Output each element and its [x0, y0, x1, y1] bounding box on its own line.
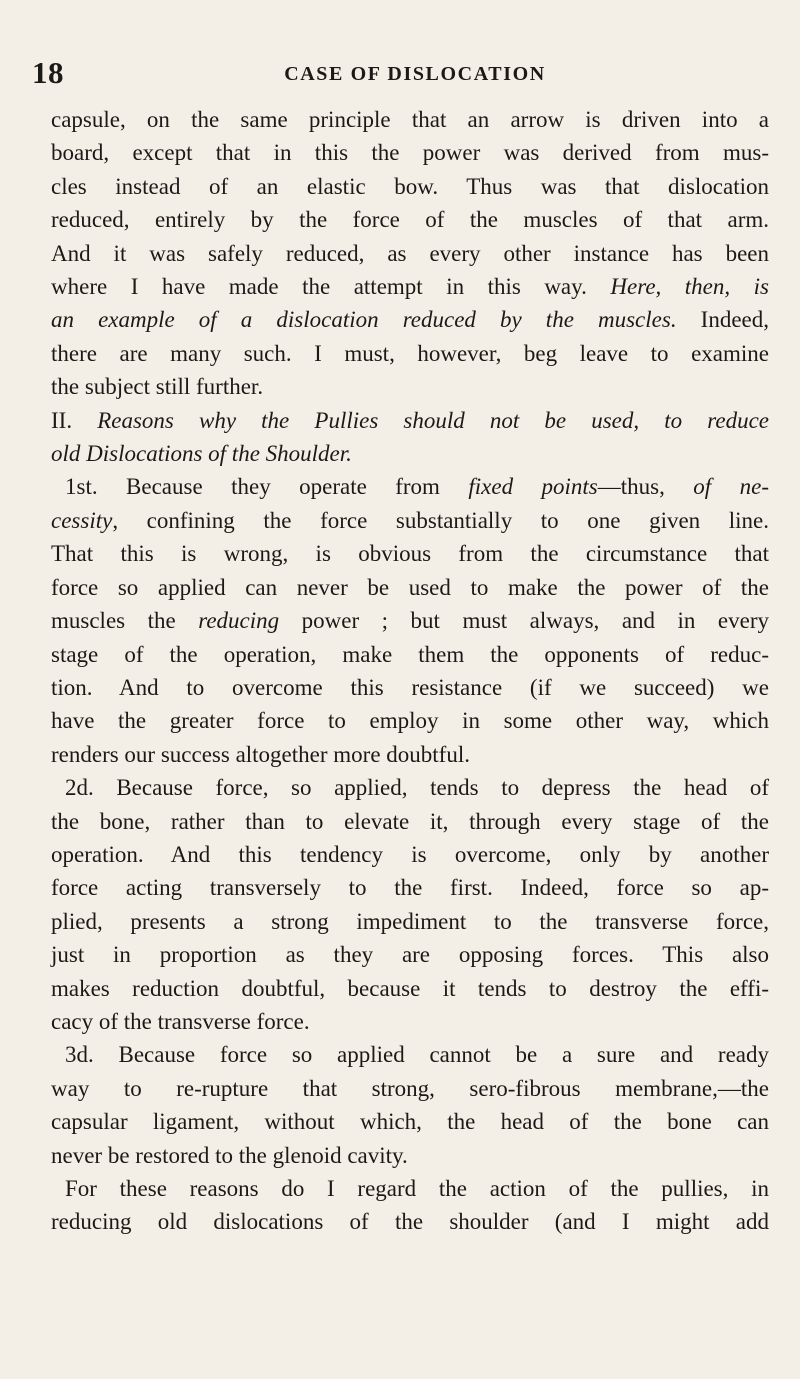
text-line: renders our success altogether more doubtful. — [51, 741, 470, 767]
section-heading — [51, 404, 769, 471]
text-line: And it was safely reduced, as every other instance has been — [51, 240, 769, 266]
paragraph-1 — [51, 103, 769, 404]
text-segment: where I have made the attempt in this way. — [51, 274, 611, 300]
running-head: CASE OF DISLOCATION — [284, 63, 546, 85]
text-line: board, except that in this the power was derived from mus- — [51, 140, 769, 166]
text-line: reducing old dislocations of the shoulder (and I might add — [51, 1209, 769, 1235]
text-line: plied, presents a strong impediment to the transverse force, — [51, 908, 769, 934]
text-line: the bone, rather than to elevate it, through every stage of the — [51, 808, 769, 834]
text-line: have the greater force to employ in some other way, which — [51, 708, 769, 734]
text-line: there are many such. I must, however, beg leave to examine — [51, 340, 769, 366]
text-line: force so applied can never be used to make the power of the — [51, 574, 769, 600]
body-text — [51, 103, 769, 1239]
text-line: tion. And to overcome this resistance (if we succeed) we — [51, 674, 769, 700]
page-number: 18 — [32, 55, 64, 90]
emphasis-text: of ne- — [693, 474, 769, 500]
text-line — [51, 504, 769, 537]
section-title: Reasons why the Pullies should not be used, to reduce — [97, 407, 769, 433]
text-line: never be restored to the glenoid cavity. — [51, 1142, 408, 1168]
emphasis-text: an example of a dislocation reduced by the muscles. — [51, 307, 677, 333]
text-line: way to re-rupture that strong, sero-fibrous membrane,—the — [51, 1075, 769, 1101]
text-line: makes reduction doubtful, because it tends to destroy the effi- — [51, 975, 769, 1001]
page-header — [32, 56, 768, 90]
text-line — [65, 470, 769, 503]
text-line: just in proportion as they are opposing forces. This also — [51, 942, 769, 968]
section-title-cont: old Dislocations of the Shoulder. — [51, 441, 352, 467]
text-line: the subject still further. — [51, 374, 264, 400]
text-line: reduced, entirely by the force of the muscles of that arm. — [51, 207, 769, 233]
text-segment: —thus, — [597, 474, 694, 500]
paragraph-reason-1 — [51, 470, 769, 771]
text-line: capsular ligament, without which, the head of the bone can — [51, 1109, 769, 1135]
emphasis-text: Here, then, is — [610, 274, 769, 300]
text-line: cles instead of an elastic bow. Thus was that dislocation — [51, 173, 769, 199]
text-line: cacy of the transverse force. — [51, 1008, 310, 1034]
emphasis-text: cessity — [51, 507, 113, 533]
text-line: stage of the operation, make them the opponents of reduc- — [51, 641, 769, 667]
paragraph-conclusion — [51, 1172, 769, 1239]
text-line: That this is wrong, is obvious from the circumstance that — [51, 541, 769, 567]
text-line — [51, 303, 769, 336]
text-segment: muscles the — [51, 608, 199, 634]
text-line: operation. And this tendency is overcome, only by another — [51, 841, 769, 867]
text-line: 3d. Because force so applied cannot be a sure and ready — [65, 1042, 769, 1068]
text-line — [51, 437, 769, 470]
text-segment: power ; but must always, and in every — [279, 608, 770, 634]
paragraph-reason-3 — [51, 1038, 769, 1172]
text-line: 2d. Because force, so applied, tends to depress the head of — [65, 775, 769, 801]
text-line: force acting transversely to the first. Indeed, force so ap- — [51, 875, 769, 901]
text-segment: 1st. Because they operate from — [65, 474, 469, 500]
text-segment: , confining the force substantially to one given line. — [112, 507, 769, 533]
text-line: For these reasons do I regard the action of the pullies, in — [65, 1176, 769, 1201]
emphasis-text: reducing — [198, 608, 280, 634]
text-line — [51, 270, 769, 303]
emphasis-text: fixed points — [468, 474, 598, 500]
text-line — [51, 604, 769, 637]
paragraph-reason-2 — [51, 771, 769, 1038]
text-line — [51, 404, 769, 437]
text-line: capsule, on the same principle that an arrow is driven into a — [51, 107, 769, 132]
section-numeral: II. — [51, 407, 98, 433]
text-segment: Indeed, — [676, 307, 769, 333]
